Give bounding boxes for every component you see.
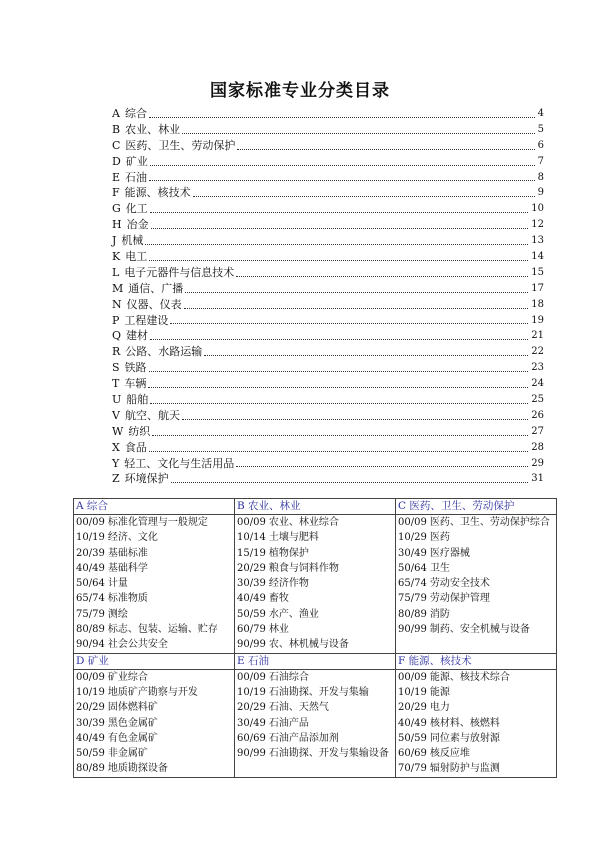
toc-letter: U [112, 393, 122, 407]
category-code: 30/49 [237, 717, 266, 729]
category-name: 劳动安全技术 [429, 578, 490, 590]
toc-letter: Y [112, 456, 120, 470]
category-code: 40/49 [237, 593, 266, 605]
category-name: 社会公共安全 [107, 639, 168, 651]
category-name: 医药、卫生、劳动保护综合 [429, 517, 550, 528]
category-item [76, 607, 234, 622]
category-item [398, 591, 556, 606]
category-item [398, 761, 556, 776]
category-cell-d [74, 669, 235, 777]
category-code: 30/39 [76, 717, 105, 729]
toc-entry[interactable] [112, 440, 544, 456]
toc-name: 仪器、仪表 [126, 297, 182, 311]
category-item [76, 637, 234, 652]
category-code: 75/79 [398, 593, 427, 605]
category-name: 石油产品添加剂 [268, 732, 339, 744]
toc-letter: R [112, 345, 121, 359]
toc-letter: Z [112, 472, 120, 486]
category-code: 10/19 [237, 686, 266, 698]
category-item [237, 546, 395, 561]
category-code: 90/99 [237, 748, 266, 760]
category-item [237, 607, 395, 622]
category-name: 石油综合 [268, 671, 309, 683]
grid-row-body-2 [74, 669, 557, 777]
category-code: 20/29 [398, 702, 427, 714]
toc-leader [193, 196, 535, 197]
toc-page: 15 [531, 266, 544, 278]
category-item [237, 685, 395, 700]
category-code: 50/59 [237, 608, 266, 620]
category-list-f [396, 670, 556, 777]
toc-letter: K [112, 250, 121, 263]
toc-entry[interactable] [112, 170, 544, 186]
toc-name: 车辆 [124, 377, 147, 391]
category-name: 标准化管理与一般规定 [107, 517, 208, 528]
category-item [237, 561, 395, 576]
category-cell-c [396, 515, 557, 654]
toc-entry[interactable] [112, 424, 544, 440]
category-name: 消防 [429, 608, 450, 620]
toc-letter: M [112, 281, 124, 295]
category-name: 同位素与放射源 [429, 732, 500, 744]
category-name: 测绘 [107, 608, 128, 620]
category-name: 制药、安全机械与设备 [429, 624, 530, 636]
category-code: 20/29 [237, 702, 266, 714]
category-name: 石油勘探、开发与集输设备 [268, 748, 389, 760]
category-item [237, 515, 395, 530]
toc-page: 21 [531, 330, 544, 342]
toc-page: 31 [531, 473, 544, 485]
toc-entry[interactable] [112, 185, 544, 201]
toc-page: 18 [531, 298, 544, 310]
category-cell-f [396, 669, 557, 777]
toc-page: 27 [531, 425, 544, 437]
category-code: 40/49 [76, 732, 105, 744]
toc-leader [236, 276, 528, 277]
toc-entry[interactable] [112, 471, 544, 487]
toc-page: 29 [531, 457, 544, 469]
toc-page: 26 [531, 409, 544, 421]
category-name: 农、林机械与设备 [268, 639, 349, 651]
toc-leader [148, 387, 528, 388]
category-item [76, 515, 234, 530]
toc-page: 8 [537, 171, 544, 183]
toc-leader [149, 117, 535, 118]
category-heading-e: E 石油 [235, 653, 396, 669]
category-item [398, 716, 556, 731]
toc-leader [150, 212, 528, 213]
toc-letter: L [112, 265, 120, 279]
category-name: 矿业综合 [107, 671, 148, 683]
category-name: 辐射防护与监测 [429, 763, 500, 775]
category-item [237, 746, 395, 761]
toc-name: 工程建设 [124, 313, 169, 327]
toc-name: 环境保护 [124, 472, 169, 486]
toc-page: 9 [537, 187, 544, 199]
category-code: 90/99 [398, 624, 427, 636]
toc-page: 6 [537, 139, 544, 151]
category-name: 石油、天然气 [268, 702, 329, 714]
toc-entry[interactable] [112, 138, 544, 154]
toc-leader [150, 403, 528, 404]
toc-leader [145, 244, 528, 245]
toc-letter: V [112, 408, 120, 422]
category-cell-b [235, 515, 396, 654]
toc-name: 机械 [121, 234, 144, 248]
category-item [237, 530, 395, 545]
toc-entry[interactable] [112, 360, 544, 376]
toc-leader [170, 323, 528, 324]
toc-leader [149, 451, 528, 452]
category-name: 医药 [429, 532, 450, 544]
category-code: 60/69 [398, 748, 427, 760]
toc-entry[interactable] [112, 122, 544, 138]
category-name: 植物保护 [268, 547, 309, 559]
toc-entry[interactable] [112, 376, 544, 392]
category-code: 30/39 [237, 578, 266, 590]
toc-letter: E [112, 170, 121, 184]
toc-page: 28 [531, 441, 544, 453]
category-item [76, 576, 234, 591]
toc-leader [149, 180, 535, 181]
toc-leader [149, 260, 528, 261]
category-name: 医疗器械 [429, 547, 470, 559]
category-cell-e [235, 669, 396, 777]
category-code: 10/19 [76, 686, 105, 698]
category-item [76, 731, 234, 746]
category-code: 60/79 [237, 624, 266, 636]
category-name: 林业 [268, 624, 289, 636]
category-name: 黑色金属矿 [107, 717, 158, 729]
toc-letter: Q [112, 329, 122, 343]
category-name: 地质矿产勘察与开发 [107, 686, 198, 698]
toc-name: 船舶 [126, 393, 149, 407]
toc-leader [236, 466, 528, 467]
toc-page: 19 [531, 314, 544, 326]
toc-name: 航空、航天 [124, 408, 180, 422]
category-code: 20/39 [76, 547, 105, 559]
category-item [76, 591, 234, 606]
category-item [237, 700, 395, 715]
category-name: 劳动保护管理 [429, 593, 490, 605]
category-item [398, 607, 556, 622]
toc-page: 4 [537, 107, 544, 119]
category-name: 土壤与肥料 [268, 532, 319, 544]
category-code: 10/19 [398, 686, 427, 698]
category-name: 核反应堆 [429, 748, 470, 760]
category-code: 10/14 [237, 532, 266, 544]
category-code: 40/49 [76, 562, 105, 574]
category-heading-d: D 矿业 [74, 653, 235, 669]
category-name: 非金属矿 [107, 748, 148, 760]
category-item [237, 716, 395, 731]
toc-leader [237, 149, 534, 150]
category-code: 75/79 [76, 608, 105, 620]
toc-letter: B [112, 122, 121, 136]
category-item [398, 700, 556, 715]
category-item [76, 622, 234, 637]
toc-entry[interactable] [112, 344, 544, 360]
category-heading-f: F 能源、核技术 [396, 653, 557, 669]
category-item [398, 670, 556, 685]
toc-leader [149, 371, 529, 372]
category-name: 基础科学 [107, 562, 148, 574]
toc-name: 纺织 [128, 424, 151, 438]
category-code: 00/09 [237, 671, 266, 683]
toc-name: 石油 [125, 170, 148, 184]
category-name: 畜牧 [268, 593, 289, 605]
category-code: 65/74 [398, 578, 427, 590]
toc-name: 建材 [126, 329, 149, 343]
toc-letter: H [112, 218, 122, 232]
category-code: 10/19 [76, 532, 105, 544]
toc-leader [185, 292, 528, 293]
toc-letter: X [112, 440, 120, 454]
category-item [237, 731, 395, 746]
toc-letter: J [112, 234, 117, 248]
toc-leader [150, 165, 535, 166]
toc-name: 能源、核技术 [124, 186, 191, 200]
category-name: 卫生 [429, 562, 450, 574]
category-item [76, 700, 234, 715]
category-code: 00/09 [398, 671, 427, 683]
toc-leader [150, 339, 528, 340]
category-item [237, 591, 395, 606]
category-code: 00/09 [76, 517, 105, 528]
toc-name: 公路、水路运输 [125, 345, 203, 359]
toc-letter: P [112, 313, 120, 327]
toc-page: 25 [531, 394, 544, 406]
category-name: 有色金属矿 [107, 732, 158, 744]
category-heading-a: A 综合 [74, 499, 235, 515]
category-item [237, 576, 395, 591]
category-item [398, 561, 556, 576]
page-title: 国家标准专业分类目录 [210, 81, 390, 101]
toc-name: 铁路 [124, 361, 147, 375]
category-code: 40/49 [398, 717, 427, 729]
category-code: 20/29 [237, 562, 266, 574]
toc-entry[interactable] [112, 249, 544, 265]
toc-entry[interactable] [112, 106, 544, 122]
category-name: 经济、文化 [107, 532, 158, 544]
toc-entry[interactable] [112, 313, 544, 329]
category-name: 标准物质 [107, 593, 148, 605]
toc-page: 7 [537, 155, 544, 167]
category-item [398, 746, 556, 761]
toc-letter: D [112, 154, 121, 168]
toc-entry[interactable] [112, 408, 544, 424]
category-item [398, 546, 556, 561]
toc-entry[interactable] [112, 281, 544, 297]
category-item [76, 746, 234, 761]
category-item [76, 530, 234, 545]
category-list-b [235, 515, 395, 653]
category-name: 农业、林业综合 [268, 517, 339, 528]
category-code: 30/49 [398, 547, 427, 559]
toc-entry[interactable] [112, 456, 544, 472]
category-name: 粮食与饲料作物 [268, 562, 339, 574]
category-code: 15/19 [237, 547, 266, 559]
toc-page: 23 [531, 362, 544, 374]
category-code: 50/59 [76, 748, 105, 760]
category-name: 核材料、核燃料 [429, 717, 500, 729]
category-item [398, 576, 556, 591]
category-item [76, 546, 234, 561]
category-item [398, 685, 556, 700]
toc-letter: S [112, 361, 120, 375]
category-code: 00/09 [398, 517, 427, 528]
category-heading-c: C 医药、卫生、劳动保护 [396, 499, 557, 515]
toc-letter: C [112, 138, 121, 152]
category-code: 20/29 [76, 702, 105, 714]
category-code: 80/89 [76, 763, 105, 775]
category-name: 固体燃料矿 [107, 702, 158, 714]
toc-page: 10 [531, 203, 544, 215]
category-list-a [74, 515, 234, 653]
category-item [398, 731, 556, 746]
toc-leader [152, 435, 528, 436]
category-name: 能源、核技术综合 [429, 671, 510, 683]
category-item [76, 685, 234, 700]
toc-entry[interactable] [112, 154, 544, 170]
category-item [398, 622, 556, 637]
toc-name: 电子元器件与信息技术 [124, 265, 235, 279]
toc-name: 冶金 [126, 218, 149, 232]
category-name: 地质勘探设备 [107, 763, 168, 775]
category-name: 石油产品 [268, 717, 309, 729]
category-code: 00/09 [76, 671, 105, 683]
toc-name: 轻工、文化与生活用品 [124, 456, 235, 470]
toc-name: 医药、卫生、劳动保护 [125, 138, 236, 152]
grid-row-header-2 [74, 653, 557, 669]
category-grid [73, 498, 557, 778]
category-code: 65/74 [76, 593, 105, 605]
toc-page: 24 [531, 378, 544, 390]
category-heading-b: B 农业、林业 [235, 499, 396, 515]
toc-letter: A [112, 106, 120, 120]
toc-page: 17 [531, 282, 544, 294]
toc-page: 13 [531, 235, 544, 247]
grid-row-body-1 [74, 515, 557, 654]
category-item [237, 637, 395, 652]
category-item [76, 716, 234, 731]
category-code: 90/94 [76, 639, 105, 651]
toc-leader [184, 308, 529, 309]
category-item [76, 761, 234, 776]
toc-entry[interactable] [112, 297, 544, 313]
category-code: 50/64 [76, 578, 105, 590]
toc-leader [171, 482, 529, 483]
category-name: 石油勘探、开发与集输 [268, 686, 369, 698]
category-code: 90/99 [237, 639, 266, 651]
category-code: 50/64 [398, 562, 427, 574]
category-code: 70/79 [398, 763, 427, 775]
toc-page: 5 [537, 123, 544, 135]
toc-name: 矿业 [125, 154, 148, 168]
category-name: 基础标准 [107, 547, 148, 559]
category-code: 80/89 [398, 608, 427, 620]
category-item [398, 515, 556, 530]
table-of-contents [112, 106, 544, 487]
category-item [76, 670, 234, 685]
toc-letter: G [112, 202, 121, 216]
category-code: 00/09 [237, 517, 266, 528]
toc-leader [204, 355, 528, 356]
toc-page: 14 [531, 251, 544, 262]
category-list-d [74, 670, 234, 777]
category-name: 水产、渔业 [268, 608, 319, 620]
toc-entry[interactable] [112, 392, 544, 408]
category-code: 80/89 [76, 624, 105, 636]
toc-name: 化工 [125, 202, 148, 216]
toc-leader [182, 133, 535, 134]
category-item [237, 622, 395, 637]
category-cell-a [74, 515, 235, 654]
grid-row-header-1 [74, 499, 557, 515]
toc-entry[interactable] [112, 328, 544, 344]
toc-letter: W [112, 424, 124, 438]
toc-page: 12 [531, 219, 544, 231]
toc-name: 食品 [124, 440, 147, 454]
category-code: 60/69 [237, 732, 266, 744]
toc-entry[interactable] [112, 201, 544, 217]
toc-name: 电工 [125, 250, 148, 263]
category-name: 能源 [429, 686, 450, 698]
category-code: 10/29 [398, 532, 427, 544]
category-name: 计量 [107, 578, 128, 590]
category-item [237, 670, 395, 685]
toc-leader [151, 228, 529, 229]
toc-letter: F [112, 186, 120, 200]
toc-letter: N [112, 297, 122, 311]
category-name: 电力 [429, 702, 450, 714]
category-item [76, 561, 234, 576]
toc-entry[interactable] [112, 233, 544, 249]
toc-entry[interactable] [112, 217, 544, 233]
toc-page: 22 [531, 346, 544, 358]
category-name: 标志、包装、运输、贮存 [107, 624, 218, 636]
category-item [398, 530, 556, 545]
category-list-c [396, 515, 556, 637]
toc-entry[interactable] [112, 265, 544, 281]
toc-name: 通信、广播 [128, 281, 184, 295]
category-code: 50/59 [398, 732, 427, 744]
toc-letter: T [112, 377, 120, 391]
toc-name: 农业、林业 [125, 122, 181, 136]
toc-leader [182, 419, 528, 420]
category-list-e [235, 670, 395, 762]
category-name: 经济作物 [268, 578, 309, 590]
toc-name: 综合 [124, 106, 147, 120]
